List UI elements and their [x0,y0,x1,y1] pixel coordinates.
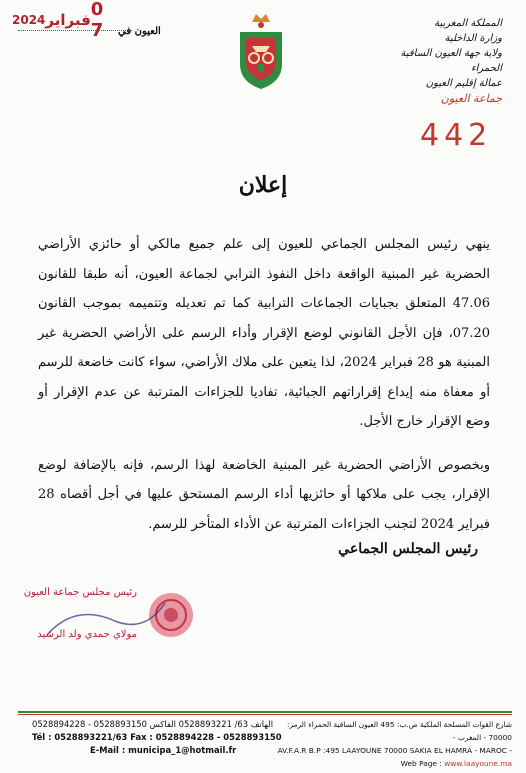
footer-phone-ar: الهاتف 63/ 0528893221 الفاكس 0528893150 - 0528894228 [32,719,274,729]
date-year: 2024 [12,13,46,27]
notice-body [38,230,490,539]
commune-name: جماعة العيون [440,92,502,105]
date-month: فبراير [45,11,91,29]
footer-email-label: E-Mail : [90,745,126,755]
province-name: عمالة إقليم العيون [425,78,502,89]
footer-website-link[interactable]: www.laayoune.ma [444,759,512,768]
country-name: المملكة المغربية [434,18,502,29]
issuing-authority [372,16,502,106]
footer-web-label: Web Page : [400,759,442,768]
region-name: ولاية جهة العيون الساقية الحمراء [400,48,502,74]
stamp-line-2: مولاي حمدي ولد الرشيد [37,629,137,640]
notice-paragraph-1: ينهي رئيس المجلس الجماعي للعيون إلى علم جميع مالكي أو حائزي الأراضي الحضرية غير المبنية الواقعة داخل النفوذ الترابي لجماعة العيون، أنه طبقا للقانون 47.06 المتعلق بجبايات الجماعات الترابية كما تم تعديله وتتميمه بموجب القانون 07.20، فإن الأجل القانوني لوضع الإقرار وأداء الرسم على الأراضي الحضرية غير المبنية هو 28 فبراير 2024، لذا يتعين على ملاك الأراضي، سواء كانت خاضعة للرسم أو معفاة منه إيداع إقراراتهم الجبائية، تفاديا للجزاءات المترتبة عن عدم الإقرار أو وضع الإقرار خارج الأجل. [38,237,490,429]
footer-phone-fr: Tél : 0528893221/63 Fax : 0528894228 - 0528893150 [32,732,282,742]
place-label: العيون في [118,26,161,37]
official-seal-stamp [23,573,195,653]
notice-title: إعلان [238,172,288,198]
reference-number: 442 [420,118,493,153]
date-stamp [12,0,128,41]
footer-divider-red [18,714,512,715]
date-day: 0 7 [90,0,108,41]
footer-address [272,718,512,770]
footer-email[interactable]: municipa_1@hotmail.fr [128,745,237,755]
notice-paragraph-2: وبخصوص الأراضي الحضرية غير المبنية الخاضعة لهذا الرسم، فإنه بالإضافة لوضع الإقرار، يجب على ملاكها أو حائزيها أداء الرسم المستحق عليها في أجل أقصاه 28 فبراير 2024 لتجنب الجزاءات المترتبة عن الأداء المتأخر للرسم. [38,457,491,532]
date-underline [18,30,132,31]
footer-contact [32,718,312,757]
stamp-line-1: رئيس مجلس جماعة العيون [23,587,137,598]
footer-address-ar: شارع القوات المسلحة الملكية ص.ب: 495 العيون الساقية الحمراء الرمز: 70000 - المغرب - [286,720,512,742]
ministry-name: وزارة الداخلية [444,33,502,44]
signature-title: رئيس المجلس الجماعي [338,541,478,557]
footer-divider-green [18,711,512,713]
footer-address-fr: AV.F.A.R B.P :495 LAAYOUNE 70000 SAKIA EL HAMRA - MAROC - [277,746,512,755]
laayoune-coat-of-arms-icon [232,12,290,92]
